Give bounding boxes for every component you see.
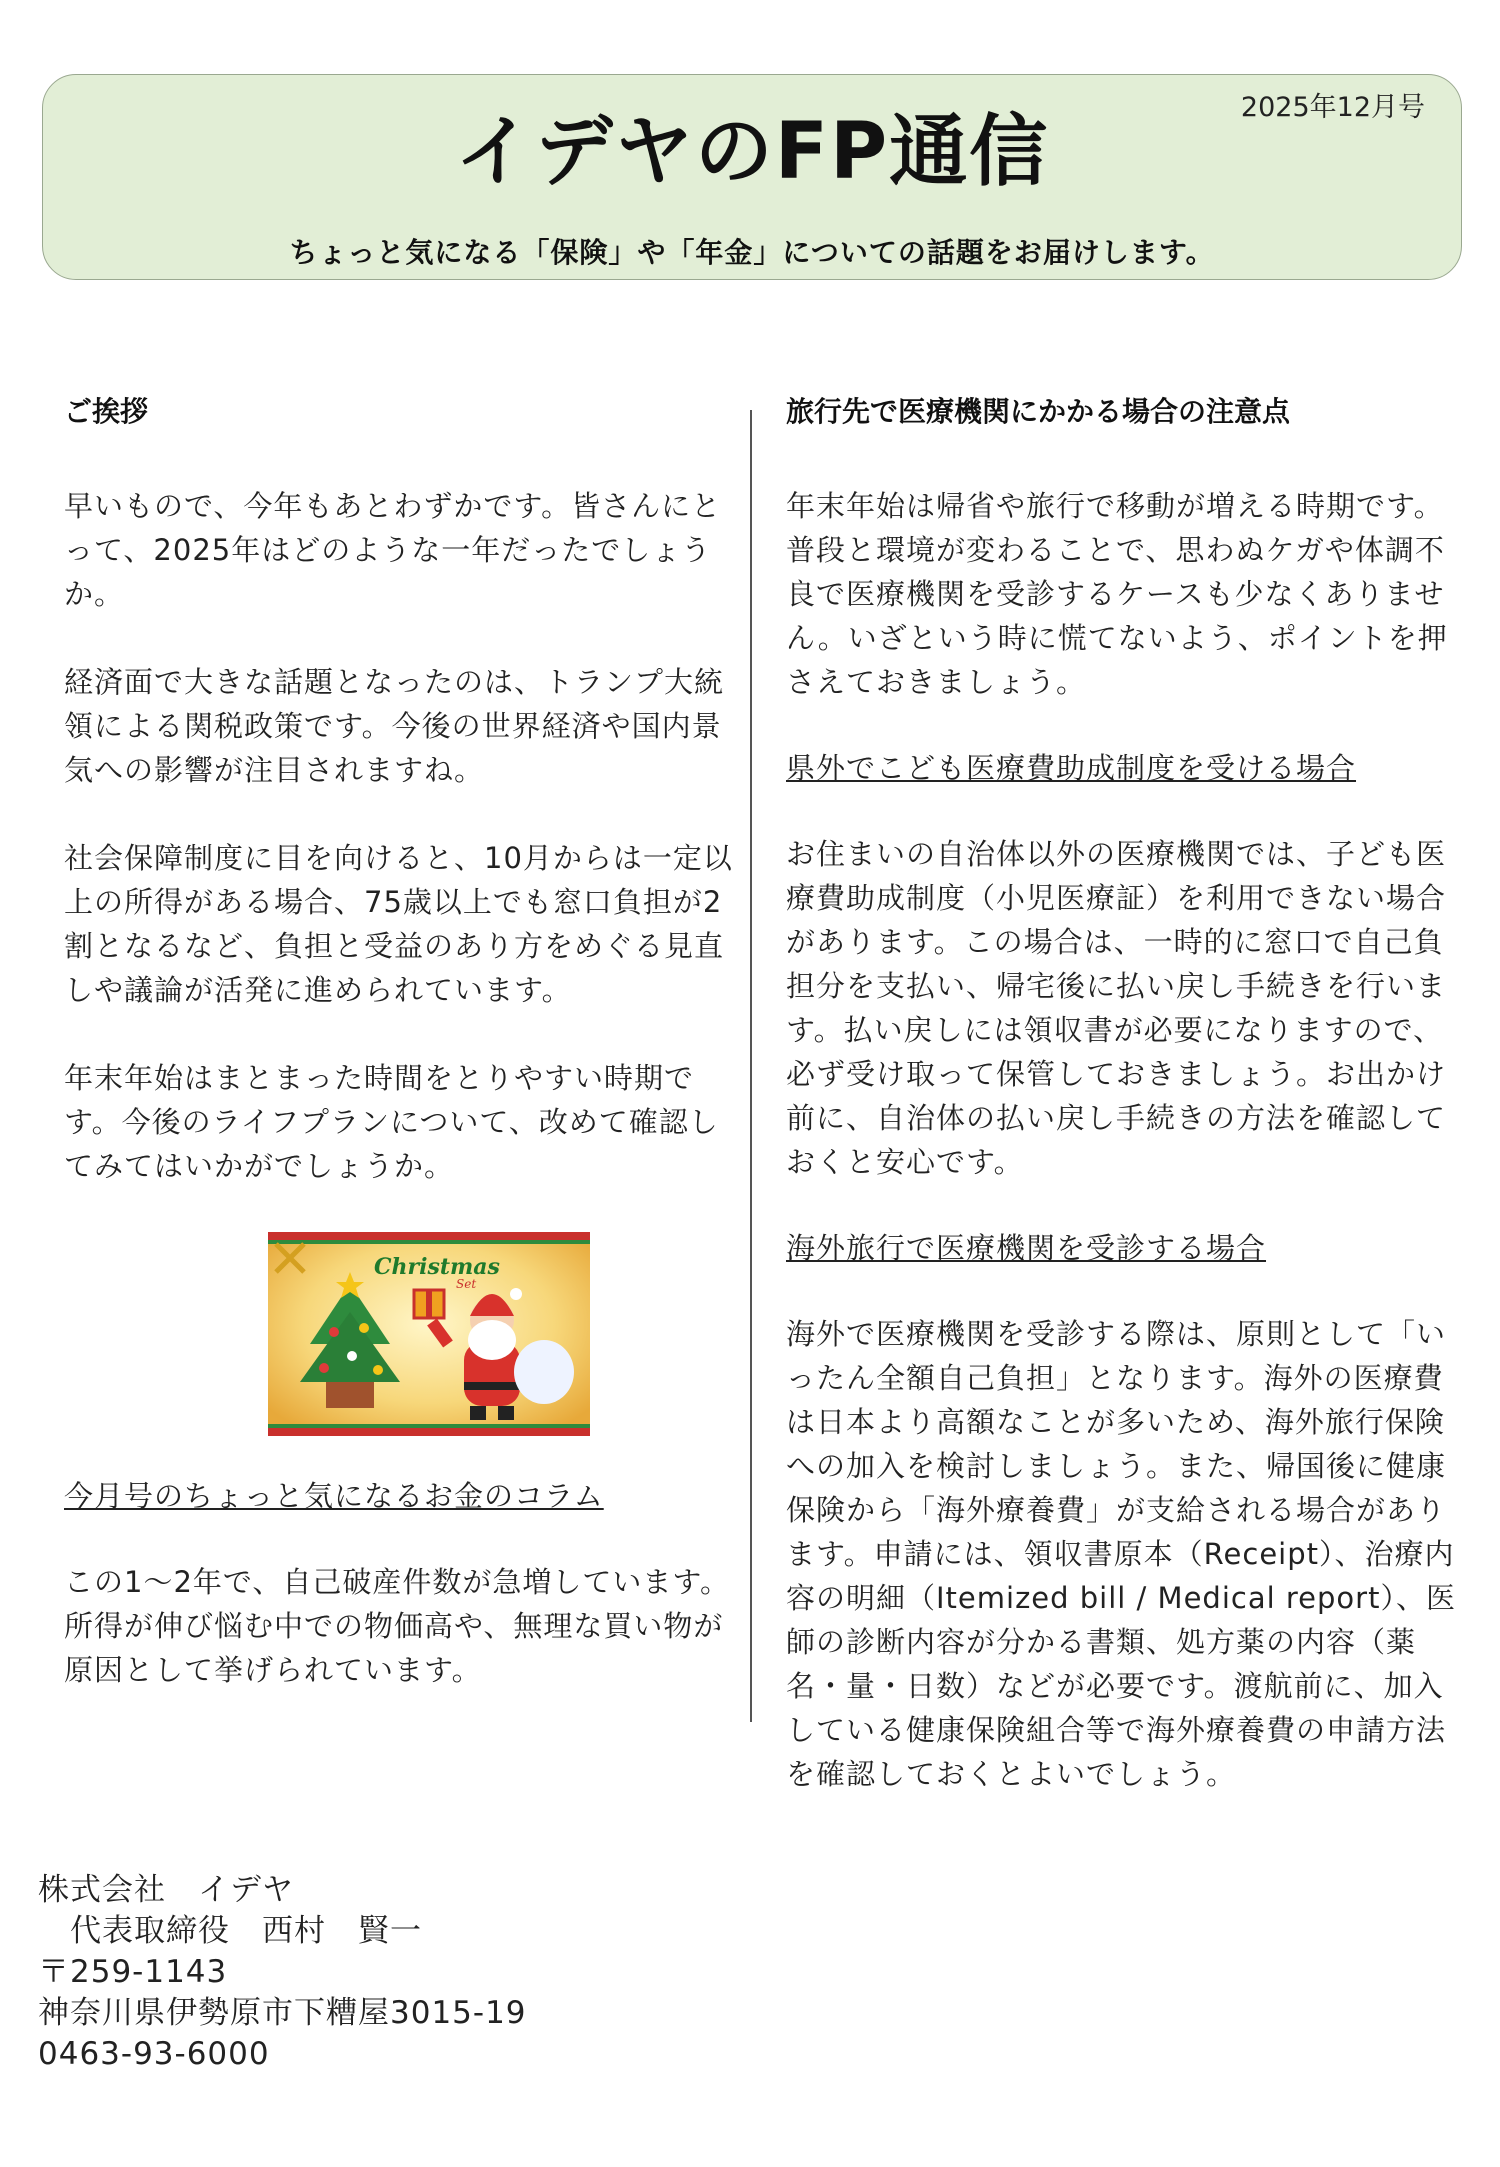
christmas-subtitle: Set (456, 1277, 477, 1291)
newsletter-header (42, 74, 1462, 280)
greeting-heading: ご挨拶 (64, 395, 149, 428)
greeting-paragraph: 早いもので、今年もあとわずかです。皆さんにとって、2025年はどのような一年だったでしょうか。 (64, 489, 722, 611)
greeting-paragraph: 年末年始はまとまった時間をとりやすい時期です。今後のライフプランについて、改めて確認してみてはいかがでしょうか。 (64, 1061, 719, 1183)
newsletter-subtitle: ちょっと気になる「保険」や「年金」についての話題をお届けします。 (289, 236, 1215, 269)
left-column (64, 392, 734, 1736)
newsletter-title: イデヤのFP通信 (454, 107, 1050, 197)
christmas-illustration (268, 1232, 590, 1436)
child-medical-text: お住まいの自治体以外の医療機関では、子ども医療費助成制度（小児医療証）を利用できない場合があります。この場合は、一時的に窓口で自己負担分を支払い、帰宅後に払い戻し手続きを行います。払い戻しには領収書が必要になりますので、必ず受け取って保管しておきましょう。お出かけ前に、自治体の払い戻し手続きの方法を確認しておくと安心です。 (786, 837, 1447, 1179)
money-column-heading: 今月号のちょっと気になるお金のコラム (64, 1479, 604, 1513)
money-column-text: この1～2年で、自己破産件数が急増しています。所得が伸び悩む中での物価高や、無理な買い物が原因として挙げられています。 (64, 1565, 731, 1687)
right-column (786, 392, 1466, 1840)
medical-heading: 旅行先で医療機関にかかる場合の注意点 (786, 395, 1291, 428)
company-footer (38, 1870, 527, 2075)
child-medical-heading: 県外でこども医療費助成制度を受ける場合 (786, 751, 1357, 785)
phone-number: 0463-93-6000 (38, 2036, 270, 2072)
company-name: 株式会社 イデヤ (38, 1872, 294, 1908)
medical-intro: 年末年始は帰省や旅行で移動が増える時期です。普段と環境が変わることで、思わぬケガや体調不良で医療機関を受診するケースも少なくありません。いざという時に慌てないよう、ポイントを押さえておきましょう。 (786, 489, 1448, 699)
greeting-paragraph: 経済面で大きな話題となったのは、トランプ大統領による関税政策です。今後の世界経済や国内景気への影響が注目されますね。 (64, 665, 725, 787)
greeting-paragraph: 社会保障制度に目を向けると、10月からは一定以上の所得がある場合、75歳以上でも窓口負担が2割となるなど、負担と受益のあり方をめぐる見直しや議論が活発に進められています。 (64, 841, 733, 1007)
overseas-medical-text: 海外で医療機関を受診する際は、原則として「いったん全額自己負担」となります。海外の医療費は日本より高額なことが多いため、海外旅行保険への加入を検討しましょう。また、帰国後に健康保険から「海外療養費」が支給される場合があります。申請には、領収書原本（Receipt）、治療内容の明細（Itemized bill / Medical report）、医師の診断内容が分かる書類、処方薬の内容（薬名・量・日数）などが必要です。渡航前に、加入している健康保険組合等で海外療養費の申請方法を確認しておくとよいでしょう。 (786, 1317, 1456, 1791)
overseas-medical-heading: 海外旅行で医療機関を受診する場合 (786, 1231, 1267, 1265)
christmas-title: Christmas (374, 1254, 500, 1280)
column-divider (750, 410, 752, 1722)
address: 神奈川県伊勢原市下糟屋3015-19 (38, 1995, 527, 2031)
issue-date: 2025年12月号 (1240, 92, 1425, 123)
representative: 代表取締役 西村 賢一 (38, 1913, 422, 1949)
postal-code: 〒259-1143 (38, 1954, 228, 1990)
